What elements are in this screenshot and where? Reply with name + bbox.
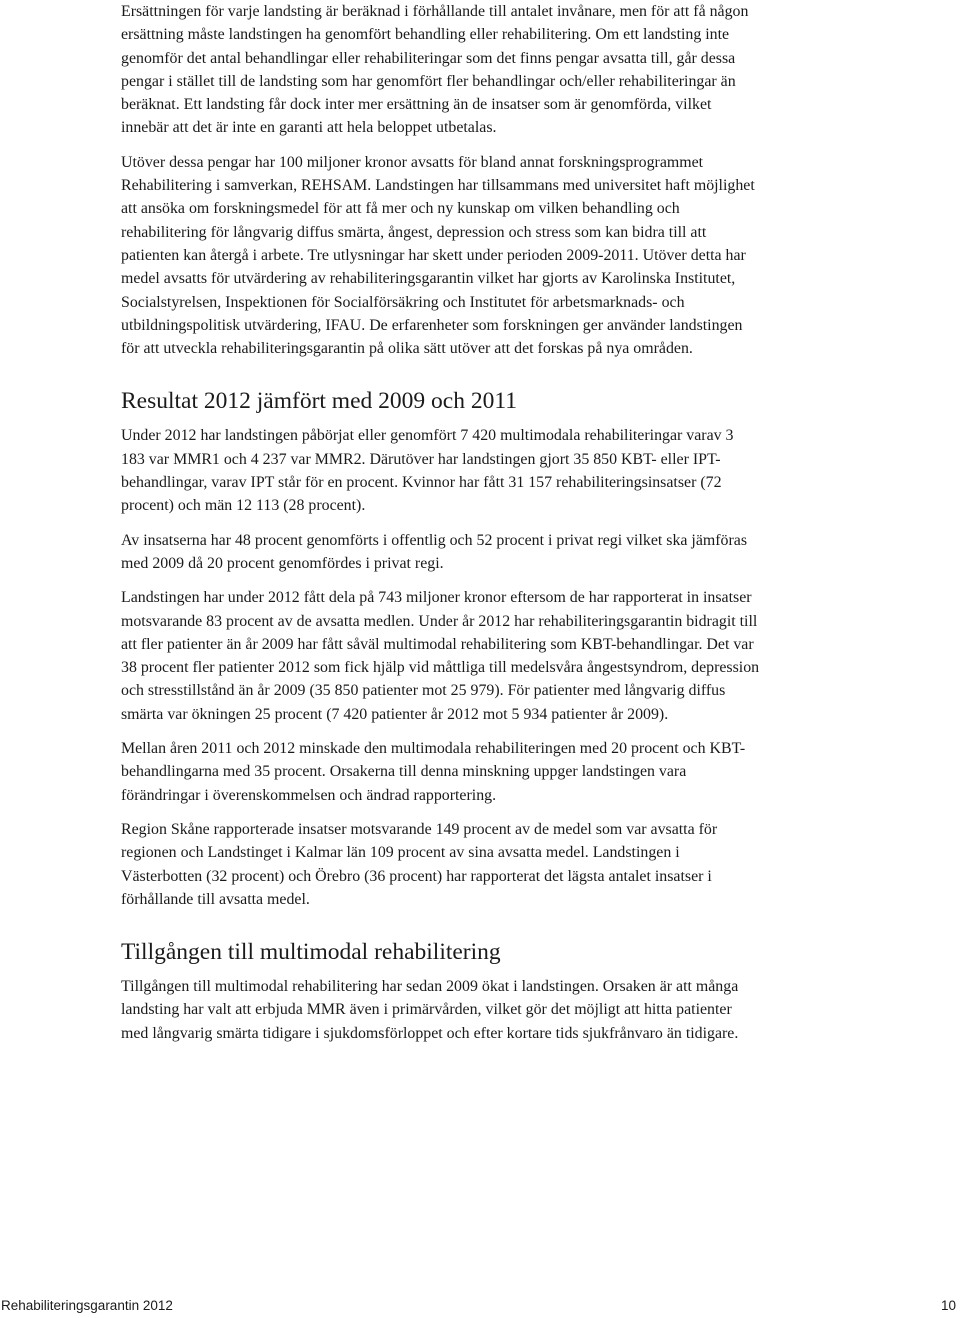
intro-paragraph-1: Ersättningen för varje landsting är beräknad i förhållande till antalet invånare, men för att få någon ersättning måste landstingen ha genomfört behandling eller rehabilitering. Om ett landsting inte genomför det antal behandlingar eller rehabiliteringar som det finns pengar avsatta till, går dessa pengar i stället till de landsting som har genomfört fler behandlingar och/eller rehabiliteringar än beräknat. Ett landsting får dock inter mer ersättning än de insatser som är genomförda, vilket innebär att det är inte en garanti att hela beloppet utbetalas.: [121, 3, 749, 137]
access-paragraph-1: Tillgången till multimodal rehabilitering har sedan 2009 ökat i landstingen. Orsaken är att många landsting har valt att erbjuda MMR även i primärvården, vilket gör det möjligt att hitta patienter med långvarig smärta tidigare i sjukdomsförloppet och efter kortare tids sjukfrånvaro än tidigare.: [121, 978, 739, 1042]
page-number: 10: [940, 1298, 956, 1313]
section-heading-results: Resultat 2012 jämfört med 2009 och 2011: [121, 388, 517, 415]
results-paragraph-5: Region Skåne rapporterade insatser motsvarande 149 procent av de medel som var avsatta för regionen och Landstinget i Kalmar län 109 procent av sina avsatta medel. Landstingen i Västerbotten (32 procent) och Örebro (36 procent) har rapporterat det lägsta antalet insatser i förhållande till avsatta medel.: [121, 820, 718, 908]
intro-paragraph-2: Utöver dessa pengar har 100 miljoner kronor avsatts för bland annat forskningsprogrammet Rehabilitering i samverkan, REHSAM. Landstingen har tillsammans med universitet haft möjlighet att ansöka om forskningsmedel för att få mer och ny kunskap om vilken behandling och rehabilitering för långvarig diffus smärta, ångest, depression och stress som kan bidra till att patienten kan återgå i arbete. Tre utlysningar har skett under perioden 2009-2011. Utöver detta har medel avsatts för utvärdering av rehabiliteringsgarantin vilket har gjorts av Karolinska Institutet, Socialstyrelsen, Inspektionen för Socialförsäkring och Institutet för arbetsmarknads- och utbildningspolitisk utvärdering, IFAU. De erfarenheter som forskningen ger använder landstingen för att utveckla rehabiliteringsgarantin på olika sätt utöver att det forskas på nya områden.: [121, 153, 755, 358]
results-paragraph-1: Under 2012 har landstingen påbörjat eller genomfört 7 420 multimodala rehabiliteringar varav 3 183 var MMR1 och 4 237 var MMR2. Därutöver har landstingen gjort 35 850 KBT- eller IPT-behandlingar, varav IPT står för en procent. Kvinnor har fått 31 157 rehabiliteringsinsatser (72 procent) och män 12 113 (28 procent).: [121, 427, 734, 515]
results-paragraph-2: Av insatserna har 48 procent genomförts i offentlig och 52 procent i privat regi vilket ska jämföras med 2009 då 20 procent genomfördes i privat regi.: [121, 531, 748, 572]
document-body: [121, 0, 761, 1056]
page-footer: [0, 1296, 960, 1316]
results-paragraph-3: Landstingen har under 2012 fått dela på 743 miljoner kronor eftersom de har rapporterat in insatser motsvarande 83 procent av de avsatta medlen. Under år 2012 har rehabiliteringsgarantin bidragit till att fler patienter än år 2009 har fått såväl multimodal rehabilitering som KBT-behandlingar. Det var 38 procent fler patienter 2012 som fick hjälp vid måttliga till medelsvåra ångestsyndrom, depression och stresstillstånd än år 2009 (35 850 patienter mot 25 979). För patienter med långvarig diffus smärta var ökningen 25 procent (7 420 patienter år 2012 mot 5 934 patienter år 2009).: [121, 589, 760, 723]
section-heading-access: Tillgången till multimodal rehabilitering: [121, 939, 501, 966]
footer-title: Rehabiliteringsgarantin 2012: [1, 1298, 173, 1313]
results-paragraph-4: Mellan åren 2011 och 2012 minskade den multimodala rehabiliteringen med 20 procent och KBT-behandlingarna med 35 procent. Orsakerna till denna minskning uppger landstingen vara förändringar i överenskommelsen och ändrad rapportering.: [121, 740, 746, 804]
